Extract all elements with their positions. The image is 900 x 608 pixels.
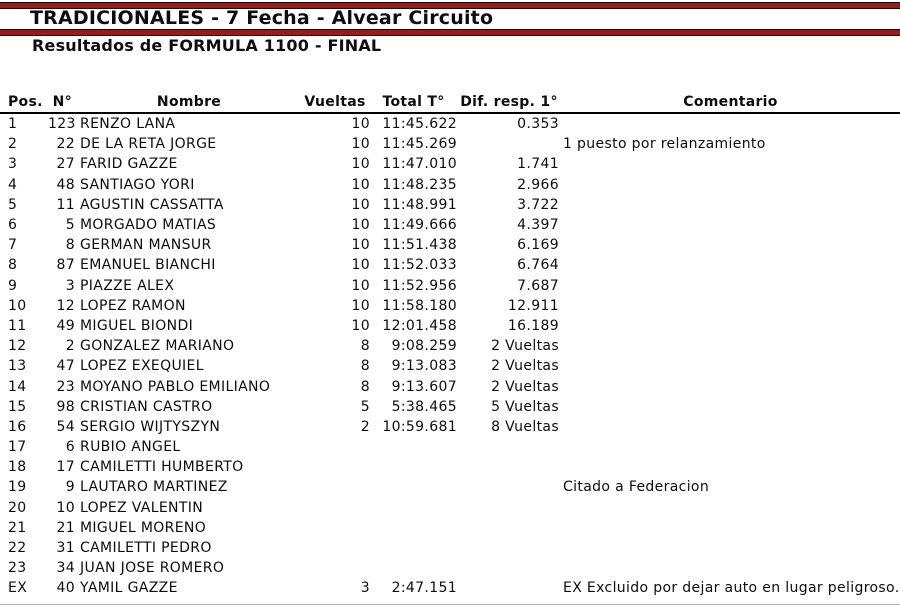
cell-name: MIGUEL BIONDI (80, 317, 194, 334)
cell-comment (561, 558, 900, 578)
cell-dif (457, 457, 561, 477)
cell-laps (300, 457, 370, 477)
cell-laps: 10 (351, 176, 370, 193)
table-row (0, 356, 900, 376)
table-row (0, 255, 900, 275)
cell-total: 5:38.465 (391, 398, 457, 415)
cell-total: 9:13.083 (391, 358, 457, 375)
cell-comment: EX Excluido por dejar auto en lugar peligroso. (563, 580, 900, 597)
cell-total: 11:52.033 (382, 257, 457, 274)
cell-dif (457, 134, 561, 154)
cell-comment (561, 498, 900, 518)
cell-name: CAMILETTI HUMBERTO (80, 459, 244, 476)
cell-num: 34 (56, 560, 75, 577)
cell-total: 11:47.010 (382, 156, 457, 173)
cell-name: SANTIAGO YORI (80, 176, 195, 193)
cell-laps: 8 (360, 338, 370, 355)
table-row (0, 113, 900, 134)
table-row (0, 417, 900, 437)
page-title: TRADICIONALES - 7 Fecha - Alvear Circuito (30, 7, 494, 29)
cell-comment (561, 296, 900, 316)
cell-num: 123 (48, 116, 76, 133)
cell-dif (457, 538, 561, 558)
cell-name: JUAN JOSE ROMERO (80, 560, 225, 577)
cell-num: 49 (56, 317, 75, 334)
cell-name: GERMAN MANSUR (80, 237, 212, 254)
cell-num: 5 (65, 217, 75, 234)
cell-num: 21 (56, 519, 75, 536)
cell-dif: 2 Vueltas (491, 358, 559, 375)
cell-num: 47 (56, 358, 75, 375)
table-row (0, 316, 900, 336)
col-header-total: Total T° (382, 94, 445, 110)
cell-pos: 11 (8, 317, 27, 334)
table-row (0, 518, 900, 538)
cell-comment: Citado a Federacion (563, 479, 710, 496)
table-header-row (0, 92, 900, 113)
cell-pos: 19 (8, 479, 27, 496)
cell-num: 22 (56, 136, 75, 153)
cell-dif (457, 437, 561, 457)
cell-num: 8 (65, 237, 75, 254)
cell-comment (561, 518, 900, 538)
table-row (0, 336, 900, 356)
col-header-comment: Comentario (683, 94, 778, 110)
cell-comment (561, 457, 900, 477)
cell-comment (561, 437, 900, 457)
cell-pos: 12 (8, 338, 27, 355)
cell-name: YAMIL GAZZE (80, 580, 178, 597)
cell-pos: 14 (8, 378, 27, 395)
cell-comment (561, 397, 900, 417)
cell-name: LOPEZ RAMON (80, 297, 186, 314)
cell-dif: 5 Vueltas (491, 398, 559, 415)
cell-name: DE LA RETA JORGE (80, 136, 217, 153)
cell-name: MOYANO PABLO EMILIANO (80, 378, 271, 395)
cell-comment (561, 235, 900, 255)
cell-dif: 16.189 (507, 317, 559, 334)
cell-pos: 6 (8, 217, 18, 234)
table-row (0, 235, 900, 255)
col-header-name: Nombre (156, 94, 222, 110)
bottom-divider (0, 604, 900, 605)
cell-pos: 1 (8, 116, 18, 133)
cell-total (370, 477, 457, 497)
results-table (0, 92, 900, 599)
table-row (0, 558, 900, 578)
cell-dif (457, 578, 561, 598)
cell-num: 31 (56, 540, 75, 557)
cell-comment (561, 316, 900, 336)
cell-total (370, 437, 457, 457)
cell-laps: 8 (360, 358, 370, 375)
cell-num: 11 (56, 196, 75, 213)
cell-laps: 10 (351, 297, 370, 314)
cell-total: 11:58.180 (382, 297, 457, 314)
cell-comment (561, 154, 900, 174)
col-header-pos: Pos. (8, 94, 43, 110)
cell-dif: 1.741 (517, 156, 559, 173)
table-row (0, 578, 900, 598)
cell-num: 2 (65, 338, 75, 355)
cell-total: 9:08.259 (391, 338, 457, 355)
cell-laps: 10 (351, 257, 370, 274)
cell-name: RUBIO ANGEL (80, 439, 181, 456)
cell-comment (561, 276, 900, 296)
cell-num: 98 (56, 398, 75, 415)
cell-pos: 9 (8, 277, 18, 294)
table-row (0, 296, 900, 316)
cell-dif: 8 Vueltas (491, 418, 559, 435)
cell-total (370, 558, 457, 578)
cell-comment (561, 195, 900, 215)
cell-laps: 10 (351, 156, 370, 173)
cell-pos: 16 (8, 418, 27, 435)
cell-name: GONZALEZ MARIANO (80, 338, 235, 355)
cell-total: 9:13.607 (391, 378, 457, 395)
table-row (0, 498, 900, 518)
table-row (0, 276, 900, 296)
title-underline-rule (0, 29, 900, 36)
cell-laps: 8 (360, 378, 370, 395)
table-row (0, 195, 900, 215)
table-row (0, 477, 900, 497)
cell-pos: 7 (8, 237, 18, 254)
cell-total (370, 498, 457, 518)
cell-laps (300, 518, 370, 538)
table-row (0, 175, 900, 195)
cell-num: 40 (56, 580, 75, 597)
cell-laps: 10 (351, 317, 370, 334)
cell-pos: 15 (8, 398, 27, 415)
cell-pos: 21 (8, 519, 27, 536)
cell-dif (457, 477, 561, 497)
cell-dif (457, 518, 561, 538)
cell-laps: 10 (351, 237, 370, 254)
table-row (0, 376, 900, 396)
cell-pos: 20 (8, 499, 27, 516)
cell-dif: 3.722 (517, 196, 559, 213)
cell-dif: 0.353 (517, 116, 559, 133)
cell-dif (457, 498, 561, 518)
cell-dif: 2 Vueltas (491, 378, 559, 395)
cell-total (370, 518, 457, 538)
cell-dif: 12.911 (507, 297, 559, 314)
cell-total: 11:48.991 (382, 196, 457, 213)
cell-dif: 2 Vueltas (491, 338, 559, 355)
cell-pos: 5 (8, 196, 18, 213)
cell-pos: EX (8, 580, 28, 597)
cell-comment (561, 538, 900, 558)
cell-name: CRISTIAN CASTRO (80, 398, 213, 415)
cell-num: 27 (56, 156, 75, 173)
cell-comment (561, 175, 900, 195)
cell-pos: 17 (8, 439, 27, 456)
cell-dif (457, 558, 561, 578)
cell-num: 48 (56, 176, 75, 193)
cell-comment (561, 215, 900, 235)
cell-num: 23 (56, 378, 75, 395)
cell-total: 2:47.151 (391, 580, 457, 597)
cell-name: RENZO LANA (80, 116, 176, 133)
cell-comment (561, 113, 900, 134)
cell-comment (561, 336, 900, 356)
cell-comment (561, 356, 900, 376)
cell-laps (300, 477, 370, 497)
cell-pos: 22 (8, 540, 27, 557)
cell-total: 11:49.666 (382, 217, 457, 234)
cell-comment (561, 255, 900, 275)
cell-pos: 2 (8, 136, 18, 153)
cell-num: 54 (56, 418, 75, 435)
cell-laps: 3 (360, 580, 370, 597)
table-row (0, 457, 900, 477)
cell-pos: 10 (8, 297, 27, 314)
cell-dif: 6.764 (517, 257, 559, 274)
cell-name: CAMILETTI PEDRO (80, 540, 212, 557)
cell-name: EMANUEL BIANCHI (80, 257, 216, 274)
cell-dif: 7.687 (517, 277, 559, 294)
cell-name: SERGIO WIJTYSZYN (80, 418, 221, 435)
cell-num: 3 (65, 277, 75, 294)
cell-total: 11:45.622 (382, 116, 457, 133)
cell-total: 11:48.235 (382, 176, 457, 193)
cell-laps: 10 (351, 217, 370, 234)
cell-num: 6 (65, 439, 75, 456)
cell-name: PIAZZE ALEX (80, 277, 175, 294)
table-row (0, 134, 900, 154)
cell-num: 87 (56, 257, 75, 274)
col-header-num: N° (52, 94, 72, 110)
cell-name: LOPEZ VALENTIN (80, 499, 204, 516)
col-header-dif: Dif. resp. 1° (460, 94, 558, 110)
cell-name: MIGUEL MORENO (80, 519, 207, 536)
cell-num: 12 (56, 297, 75, 314)
table-row (0, 154, 900, 174)
table-row (0, 437, 900, 457)
table-row (0, 397, 900, 417)
cell-dif: 4.397 (517, 217, 559, 234)
cell-comment (561, 417, 900, 437)
cell-num: 17 (56, 459, 75, 476)
cell-comment: 1 puesto por relanzamiento (563, 136, 766, 153)
cell-num: 10 (56, 499, 75, 516)
table-row (0, 538, 900, 558)
cell-laps (300, 558, 370, 578)
table-row (0, 215, 900, 235)
cell-laps: 10 (351, 116, 370, 133)
cell-num: 9 (65, 479, 75, 496)
cell-laps (300, 538, 370, 558)
cell-total: 11:52.956 (382, 277, 457, 294)
cell-pos: 8 (8, 257, 18, 274)
cell-total: 11:45.269 (382, 136, 457, 153)
cell-total: 11:51.438 (382, 237, 457, 254)
cell-dif: 6.169 (517, 237, 559, 254)
cell-total (370, 538, 457, 558)
cell-laps: 10 (351, 277, 370, 294)
cell-laps: 2 (360, 418, 370, 435)
cell-total (370, 457, 457, 477)
cell-dif: 2.966 (517, 176, 559, 193)
cell-name: LOPEZ EXEQUIEL (80, 358, 204, 375)
cell-pos: 3 (8, 156, 18, 173)
col-header-laps: Vueltas (304, 94, 366, 110)
cell-total: 12:01.458 (382, 317, 457, 334)
cell-name: FARID GAZZE (80, 156, 178, 173)
cell-pos: 13 (8, 358, 27, 375)
cell-laps: 10 (351, 136, 370, 153)
cell-total: 10:59.681 (382, 418, 457, 435)
cell-pos: 4 (8, 176, 18, 193)
cell-name: MORGADO MATIAS (80, 217, 217, 234)
cell-name: AGUSTIN CASSATTA (80, 196, 224, 213)
page-subtitle: Resultados de FORMULA 1100 - FINAL (32, 36, 382, 55)
cell-laps (300, 498, 370, 518)
cell-pos: 23 (8, 560, 27, 577)
cell-laps: 10 (351, 196, 370, 213)
cell-name: LAUTARO MARTINEZ (80, 479, 228, 496)
cell-laps: 5 (360, 398, 370, 415)
cell-pos: 18 (8, 459, 27, 476)
cell-laps (300, 437, 370, 457)
cell-comment (561, 376, 900, 396)
